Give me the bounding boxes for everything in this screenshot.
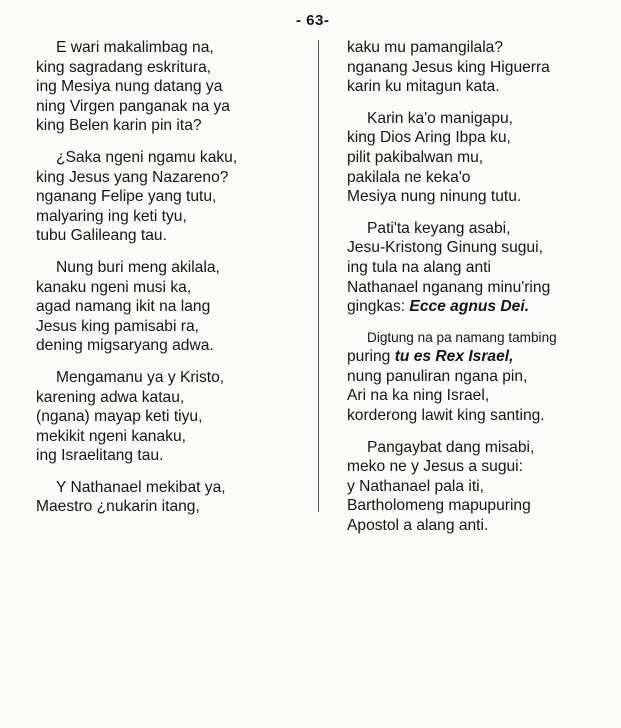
verse-line: malyaring ing keti tyu,: [36, 207, 187, 225]
stanza: [36, 478, 298, 517]
verse-line: pakilala ne keka'o: [347, 168, 471, 186]
verse-line: Karin ka'o manigapu,: [367, 109, 514, 127]
verse-line: [347, 347, 599, 367]
verse-line: Jesus king pamisabi ra,: [36, 317, 199, 335]
verse-line: Bartholomeng mapupuring: [347, 497, 531, 515]
stanza: [36, 258, 298, 356]
verse-line: agad namang ikit na lang: [36, 298, 211, 316]
stanza: [36, 38, 298, 136]
verse-line: E wari makalimbag na,: [56, 39, 214, 56]
verse-line: ning Virgen panganak na ya: [36, 97, 230, 115]
left-column: [36, 38, 298, 529]
stanza: [347, 109, 599, 207]
verse-line: Mesiya nung ninung tutu.: [347, 188, 522, 206]
verse-line: king sagradang eskritura,: [36, 58, 212, 76]
verse-line: meko ne y Jesus a sugui:: [347, 458, 523, 476]
right-column: [347, 38, 599, 548]
stanza: [347, 329, 599, 426]
verse-line: king Belen karin pin ita?: [36, 117, 202, 135]
verse-line: Nathanael nganang minu'ring: [347, 278, 551, 296]
verse-line: Ari na ka ning Israel,: [347, 387, 490, 405]
verse-line: mekikit ngeni kanaku,: [36, 427, 186, 445]
verse-line: king Dios Aring Ibpa ku,: [347, 129, 511, 147]
verse-line: kaku mu pamangilala?: [347, 39, 504, 56]
latin-phrase: tu es Rex Israel,: [394, 348, 514, 366]
verse-line: kanaku ngeni musi ka,: [36, 278, 192, 296]
page-number: - 63-: [296, 12, 330, 29]
column-divider: [318, 40, 319, 512]
verse-line: nganang Felipe yang tutu,: [36, 188, 217, 206]
verse-line: Pangaybat dang misabi,: [367, 438, 535, 456]
verse-line: korderong lawit king santing.: [347, 407, 545, 424]
verse-line: ing tula na alang anti: [347, 258, 491, 276]
verse-line: y Nathanael pala iti,: [347, 477, 484, 495]
verse-line: ing Mesiya nung datang ya: [36, 78, 223, 96]
latin-phrase: Ecce agnus Dei.: [409, 298, 530, 316]
verse-line: Maestro ¿nukarin itang,: [36, 498, 200, 516]
verse-text: puring: [347, 348, 395, 366]
stanza: [347, 38, 599, 97]
verse-line: pilit pakibalwan mu,: [347, 148, 484, 166]
verse-line: Jesu-Kristong Ginung sugui,: [347, 239, 543, 257]
verse-line: Digtung na pa namang tambing: [367, 329, 557, 345]
stanza: [347, 219, 599, 317]
verse-line: ing Israelitang tau.: [36, 447, 164, 465]
verse-line: Y Nathanael mekibat ya,: [56, 478, 226, 496]
verse-line: Nung buri meng akilala,: [56, 258, 220, 276]
verse-line: nung panuliran ngana pin,: [347, 367, 528, 385]
verse-line: king Jesus yang Nazareno?: [36, 168, 229, 186]
verse-line: [347, 297, 599, 317]
stanza: [36, 368, 298, 466]
verse-line: Pati'ta keyang asabi,: [367, 219, 511, 237]
verse-line: karening adwa katau,: [36, 388, 185, 406]
stanza: [347, 438, 599, 536]
verse-line: dening migsaryang adwa.: [36, 337, 214, 355]
verse-line: Apostol a alang anti.: [347, 516, 489, 534]
verse-line: tubu Galileang tau.: [36, 227, 167, 245]
verse-line: ¿Saka ngeni ngamu kaku,: [56, 148, 238, 166]
verse-line: Mengamanu ya y Kristo,: [56, 368, 225, 386]
stanza: [36, 148, 298, 246]
verse-text: gingkas:: [347, 298, 410, 316]
verse-line: karin ku mitagun kata.: [347, 78, 500, 96]
verse-line: nganang Jesus king Higuerra: [347, 58, 550, 76]
verse-line: (ngana) mayap keti tiyu,: [36, 408, 203, 426]
